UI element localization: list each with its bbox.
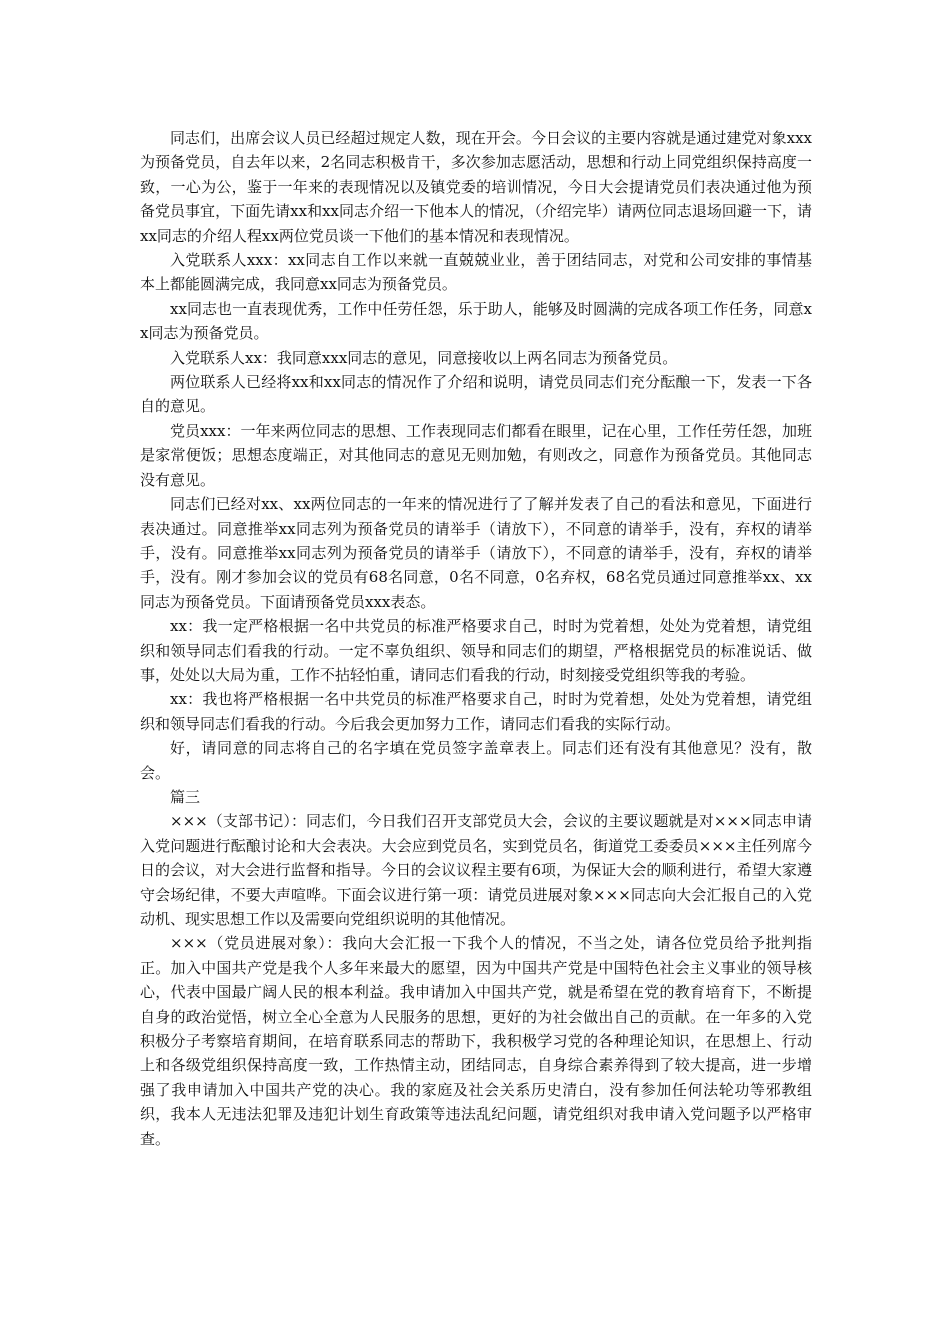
paragraph-second-candidate-evaluation: xx同志也一直表现优秀，工作中任劳任怨，乐于助人，能够及时圆满的完成各项工作任务，同意xx同志为预备党员。 xyxy=(140,299,812,343)
section-heading: 篇三 xyxy=(170,787,201,806)
document-body xyxy=(140,126,812,1151)
paragraph-candidate-report: ×××（党员进展对象）：我向大会汇报一下我个人的情况，不当之处，请各位党员给予批判指正。加入中国共产党是我个人多年来最大的愿望，因为中国共产党是中国特色社会主义事业的领导核心，代表中国最广阔人民的根本利益。我申请加入中国共产党，就是希望在党的教育培育下，不断提自身的政治觉悟，树立全心全意为人民服务的思想，更好的为社会做出自己的贡献。在一年多的入党积极分子考察培育期间，在培育联系同志的帮助下，我积极学习党的各种理论知识，在思想上、行动上和各级党组织保持高度一致，工作热情主动，团结同志，自身综合素养得到了较大提高，进一步增强了我申请加入中国共产党的决心。我的家庭及社会关系历史清白，没有参加任何法轮功等邪教组织，我本人无违法犯罪及违犯计划生育政策等违法乱纪问题，请党组织对我申请入党问题予以严格审查。 xyxy=(140,934,812,1148)
paragraph-call-for-discussion: 两位联系人已经将xx和xx同志的情况作了介绍和说明，请党员同志们充分酝酿一下，发表一下各自的意见。 xyxy=(140,373,812,416)
paragraph-vote: 同志们已经对xx、xx两位同志的一年来的情况进行了了解并发表了自己的看法和意见，下面进行表决通过。同意推举xx同志列为预备党员的请举手（请放下），不同意的请举手，没有，弃权的请举手，没有。同意推举xx同志列为预备党员的请举手（请放下），不同意的请举手，没有，弃权的请举手，没有。刚才参加会议的党员有68名同意，0名不同意，0名弃权，68名党员通过同意推举xx、xx同志为预备党员。下面请预备党员xxx表态。 xyxy=(140,495,812,611)
paragraph-meeting-opening: 同志们，出席会议人员已经超过规定人数，现在开会。今日会议的主要内容就是通过建党对象xxx为预备党员，自去年以来，2名同志积极肯干，多次参加志愿活动，思想和行动上同党组织保持高度一致，一心为公，鉴于一年来的表现情况以及镇党委的培训情况，今日大会提请党员们表决通过他为预备党员事宜，下面先请xx和xx同志介绍一下他本人的情况，（介绍完毕）请两位同志退场回避一下，请xx同志的介绍人程xx两位党员谈一下他们的基本情况和表现情况。 xyxy=(140,129,812,245)
paragraph-meeting-closing: 好，请同意的同志将自己的名字填在党员签字盖章表上。同志们还有没有其他意见？没有，散会。 xyxy=(140,739,812,782)
paragraph-first-candidate-pledge: xx：我一定严格根据一名中共党员的标准严格要求自己，时时为党着想，处处为党着想，请党组织和领导同志们看我的行动。一定不辜负组织、领导和同志们的期望，严格根据党员的标准说话、做事，处处以大局为重，工作不拈轻怕重，请同志们看我的行动，时刻接受党组织等我的考验。 xyxy=(140,617,812,684)
paragraph-contact-person-statement: 入党联系人xxx：xx同志自工作以来就一直兢兢业业，善于团结同志，对党和公司安排的事情基本上都能圆满完成，我同意xx同志为预备党员。 xyxy=(140,251,812,294)
paragraph-second-contact-statement: 入党联系人xx：我同意xxx同志的意见，同意接收以上两名同志为预备党员。 xyxy=(170,348,678,367)
paragraph-secretary-opening: ×××（支部书记）：同志们，今日我们召开支部党员大会，会议的主要议题就是对×××同志申请入党问题进行酝酿讨论和大会表决。大会应到党员名，实到党员名，街道党工委委员×××主任列席今日的会议，对大会进行监督和指导。今日的会议议程主要有6项，为保证大会的顺利进行，希望大家遵守会场纪律，不要大声喧哗。下面会议进行第一项：请党员进展对象×××同志向大会汇报自己的入党动机、现实思想工作以及需要向党组织说明的其他情况。 xyxy=(140,812,812,928)
paragraph-second-candidate-pledge: xx：我也将严格根据一名中共党员的标准严格要求自己，时时为党着想，处处为党着想，请党组织和领导同志们看我的行动。今后我会更加努力工作，请同志们看我的实际行动。 xyxy=(140,690,812,733)
paragraph-member-opinion: 党员xxx：一年来两位同志的思想、工作表现同志们都看在眼里，记在心里，工作任劳任怨，加班是家常便饭；思想态度端正，对其他同志的意见无则加勉，有则改之，同意作为预备党员。其他同志没有意见。 xyxy=(140,421,812,489)
